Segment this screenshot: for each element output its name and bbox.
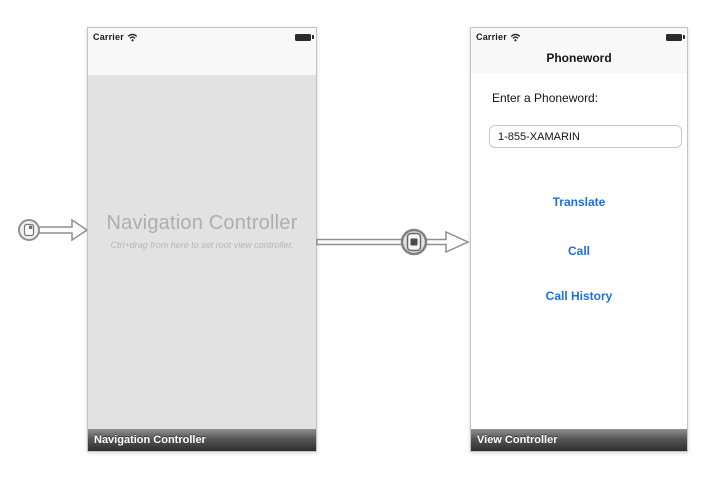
battery-icon (666, 34, 682, 41)
segue-icon (402, 230, 426, 254)
dock-label: Navigation Controller (94, 434, 206, 446)
battery-icon (295, 34, 311, 41)
status-bar (88, 28, 316, 46)
root-view-controller-segue[interactable] (315, 222, 473, 262)
navigation-bar (88, 46, 316, 73)
call-button[interactable]: Call (567, 244, 590, 258)
status-bar (471, 28, 687, 46)
status-nav-area (88, 28, 316, 76)
nav-title: Phoneword (546, 51, 612, 65)
dock-label: View Controller (477, 434, 558, 446)
entry-point-icon (19, 220, 39, 240)
navigation-controller-content (88, 75, 316, 429)
translate-button[interactable]: Translate (552, 195, 606, 209)
view-scene-dock[interactable] (471, 429, 687, 451)
segue-arrow-shape (317, 232, 468, 252)
carrier-label: Carrier (476, 32, 507, 42)
view-controller-scene[interactable] (470, 27, 688, 452)
navigation-scene-dock[interactable] (88, 429, 316, 451)
entry-arrow-shape (32, 220, 87, 240)
phoneword-input[interactable] (489, 125, 682, 148)
phoneword-prompt-label: Enter a Phoneword: (492, 91, 599, 105)
entry-point-arrow[interactable] (12, 210, 92, 250)
placeholder-subtitle: Ctrl+drag from here to set root view controller. (110, 240, 294, 250)
call-history-button[interactable]: Call History (545, 289, 613, 303)
status-nav-area (471, 28, 687, 74)
navigation-bar[interactable] (471, 46, 687, 71)
view-controller-content (471, 73, 687, 429)
placeholder-title: Navigation Controller (106, 212, 298, 234)
navigation-controller-scene[interactable] (87, 27, 317, 452)
carrier-label: Carrier (93, 32, 124, 42)
wifi-icon (127, 33, 138, 42)
wifi-icon (510, 33, 521, 42)
